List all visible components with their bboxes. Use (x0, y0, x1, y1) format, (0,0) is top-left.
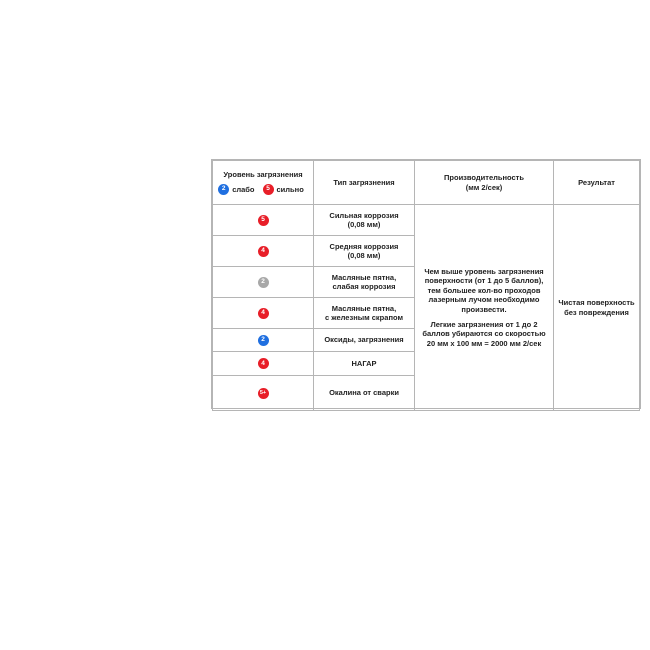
type-cell (314, 352, 415, 376)
performance-cell (415, 205, 554, 411)
performance-text: произвести. (461, 304, 507, 314)
type-cell (314, 205, 415, 236)
type-label-detail: (0,08 мм) (347, 220, 381, 229)
legend-label-strong: сильно (276, 185, 304, 194)
header-type-title: Тип загрязнения (333, 177, 395, 187)
type-label-detail: с железным скрапом (324, 313, 403, 322)
header-performance-title: Производительность (444, 173, 524, 183)
legend-label-weak: слабо (232, 185, 255, 194)
header-result-title: Результат (578, 177, 615, 187)
type-cell (314, 236, 415, 267)
level-cell (213, 267, 314, 298)
type-label: Масляные пятна, (331, 272, 397, 282)
level-badge: 2 (258, 335, 269, 346)
level-badge: 5+ (258, 388, 269, 399)
result-cell (554, 205, 640, 411)
level-legend (217, 184, 309, 195)
type-label: Средняя коррозия (329, 241, 399, 251)
legend-badge-strong: 5 (263, 184, 274, 195)
performance-text: 20 мм х 100 мм = 2000 мм 2/сек (426, 338, 542, 348)
level-badge: 5 (258, 215, 269, 226)
type-label-detail: слабая коррозия (332, 282, 396, 291)
header-result-cell (554, 161, 640, 205)
performance-text: поверхности (от 1 до 5 баллов), (424, 276, 544, 286)
header-performance-unit: (мм 2/сек) (465, 182, 503, 192)
type-label: НАГАР (351, 358, 377, 368)
type-label-detail: (0,08 мм) (347, 251, 381, 260)
type-cell (314, 298, 415, 329)
header-type-cell (314, 161, 415, 205)
result-text-detail: без повреждения (564, 307, 629, 317)
performance-text: лазерным лучом необходимо (428, 295, 540, 305)
contamination-table (211, 159, 641, 409)
header-level-title: Уровень загрязнения (223, 169, 303, 179)
header-performance-cell (415, 161, 554, 205)
performance-text: тем большее кол-во проходов (427, 285, 541, 295)
type-label: Сильная коррозия (329, 210, 399, 220)
performance-text: баллов убираются со скоростью (422, 329, 546, 339)
type-cell (314, 267, 415, 298)
type-label: Масляные пятна, (331, 303, 397, 313)
contamination-table-grid (212, 160, 640, 411)
level-cell (213, 205, 314, 236)
performance-text: Чем выше уровень загрязнения (424, 267, 544, 276)
type-cell (314, 376, 415, 411)
type-label: Оксиды, загрязнения (324, 335, 404, 345)
result-text: Чистая поверхность (558, 298, 635, 308)
table-header-row (213, 161, 640, 205)
table-row (213, 205, 640, 236)
type-label: Окалина от сварки (329, 388, 399, 398)
legend-badge-weak: 2 (218, 184, 229, 195)
level-badge: 2 (258, 277, 269, 288)
level-cell (213, 329, 314, 352)
performance-paragraph-1 (419, 267, 549, 314)
header-level-cell (213, 161, 314, 205)
performance-text: Легкие загрязнения от 1 до 2 (430, 319, 538, 329)
level-cell (213, 376, 314, 411)
level-cell (213, 352, 314, 376)
legend-item-strong (263, 184, 304, 195)
type-cell (314, 329, 415, 352)
level-badge: 4 (258, 246, 269, 257)
legend-item-weak (218, 184, 254, 195)
level-badge: 4 (258, 358, 269, 369)
level-badge: 4 (258, 308, 269, 319)
level-cell (213, 298, 314, 329)
level-cell (213, 236, 314, 267)
performance-paragraph-2 (419, 320, 549, 348)
